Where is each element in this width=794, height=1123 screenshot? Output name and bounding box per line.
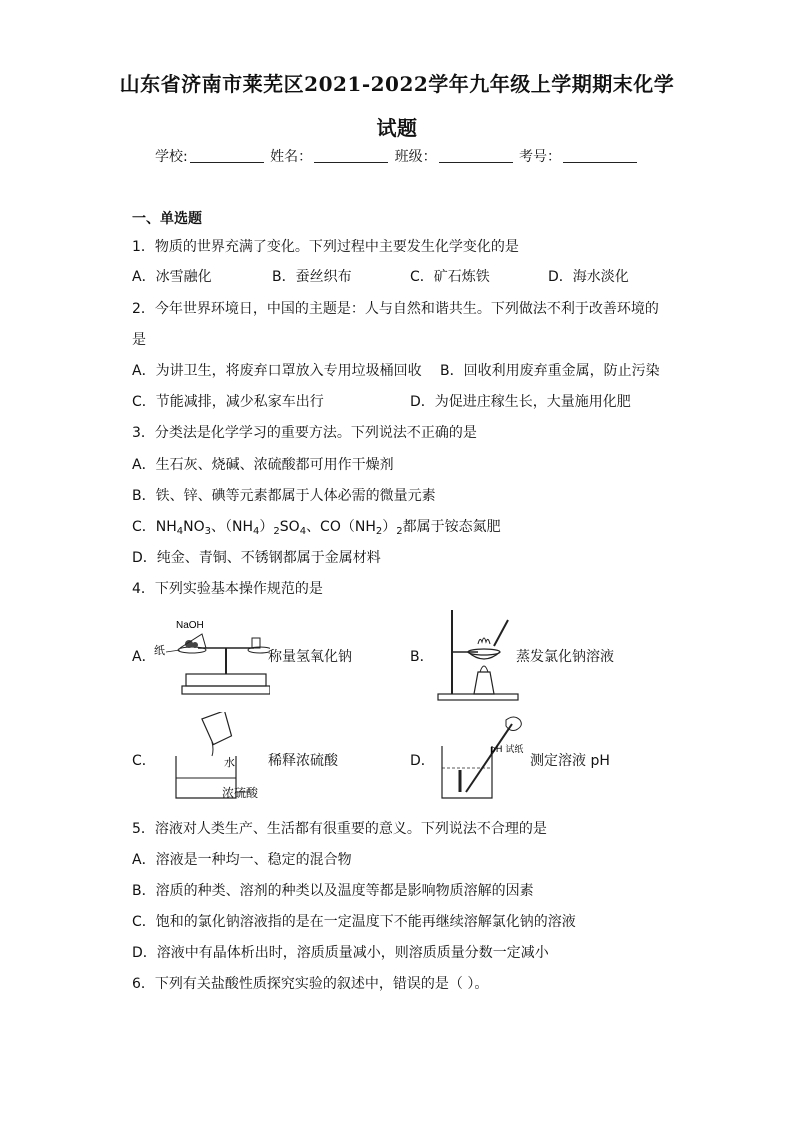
class-label: 班级：	[394, 149, 437, 165]
q2-option-c[interactable]: C．节能减排，减少私家车出行	[132, 394, 324, 410]
naoh-label: NaOH	[176, 620, 204, 631]
school-label: 学校:	[154, 149, 188, 165]
q2-stem-line1: 2．今年世界环境日，中国的主题是：人与自然和谐共生。下列做法不利于改善环境的	[132, 301, 659, 317]
name-label: 姓名：	[270, 149, 313, 165]
exam-number-field[interactable]	[563, 148, 637, 163]
q4-option-c-caption: 稀释浓硫酸	[268, 753, 338, 769]
q1-option-b[interactable]: B．蚕丝织布	[272, 269, 352, 285]
paper-label: 纸	[154, 644, 165, 657]
exam-title-line2: 试题	[376, 116, 418, 140]
q4-stem: 4．下列实验基本操作规范的是	[132, 581, 323, 597]
exam-title-line1: 山东省济南市莱芜区2021-2022学年九年级上学期期末化学	[119, 72, 675, 96]
ph-paper-label: pH 试纸	[490, 745, 524, 755]
q4-option-a-letter[interactable]: A．	[132, 649, 156, 665]
q3-option-d[interactable]: D．纯金、青铜、不锈钢都属于金属材料	[132, 550, 381, 566]
q4-option-d-caption: 测定溶液 pH	[530, 753, 610, 769]
q4-option-b-letter[interactable]: B．	[410, 649, 434, 665]
q6-stem: 6．下列有关盐酸性质探究实验的叙述中，错误的是（ ）。	[132, 976, 489, 992]
q3-option-b[interactable]: B．铁、锌、碘等元素都属于人体必需的微量元素	[132, 488, 436, 504]
section-heading: 一、单选题	[132, 211, 202, 227]
q5-option-a[interactable]: A．溶液是一种均一、稳定的混合物	[132, 852, 352, 868]
exam-number-label: 考号：	[519, 149, 562, 165]
q2-option-a[interactable]: A．为讲卫生，将废弃口罩放入专用垃圾桶回收	[132, 363, 422, 379]
q3-option-a[interactable]: A．生石灰、烧碱、浓硫酸都可用作干燥剂	[132, 457, 394, 473]
evaporation-figure	[434, 606, 522, 702]
q5-option-c[interactable]: C．饱和的氯化钠溶液指的是在一定温度下不能再继续溶解氯化钠的溶液	[132, 914, 576, 930]
name-field[interactable]	[314, 148, 388, 163]
q5-stem: 5．溶液对人类生产、生活都有很重要的意义。下列说法不合理的是	[132, 821, 547, 837]
q1-option-d[interactable]: D．海水淡化	[548, 269, 629, 285]
q3-stem: 3．分类法是化学学习的重要方法。下列说法不正确的是	[132, 425, 477, 441]
q4-option-a-caption: 称量氢氧化钠	[268, 649, 352, 665]
q4-option-c-letter[interactable]: C．	[132, 753, 156, 769]
q1-stem: 1．物质的世界充满了变化。下列过程中主要发生化学变化的是	[132, 239, 519, 255]
q3-option-c[interactable]: C．$NH_4NO_3$、$(NH_4)_2SO_4$、$CO(NH_2)_2$都属于铵态氮肥	[132, 519, 501, 537]
acid-label: 浓硫酸	[222, 786, 259, 800]
q4-option-b-caption: 蒸发氯化钠溶液	[516, 649, 614, 665]
student-info-row	[0, 146, 794, 166]
q2-stem-line2: 是	[132, 332, 146, 348]
ph-test-figure	[432, 712, 532, 804]
q2-option-d[interactable]: D．为促进庄稼生长，大量施用化肥	[410, 394, 631, 410]
q5-option-b[interactable]: B．溶质的种类、溶剂的种类以及温度等都是影响物质溶解的因素	[132, 883, 534, 899]
water-label: 水	[224, 756, 235, 769]
q1-option-a[interactable]: A．冰雪融化	[132, 269, 212, 285]
q1-option-c[interactable]: C．矿石炼铁	[410, 269, 490, 285]
school-field[interactable]	[190, 148, 264, 163]
q4-option-d-letter[interactable]: D．	[410, 753, 435, 769]
q5-option-d[interactable]: D．溶液中有晶体析出时，溶质质量减小，则溶质质量分数一定减小	[132, 945, 549, 961]
class-field[interactable]	[439, 148, 513, 163]
balance-figure	[152, 614, 270, 696]
q2-option-b[interactable]: B．回收利用废弃重金属，防止污染	[440, 363, 660, 379]
